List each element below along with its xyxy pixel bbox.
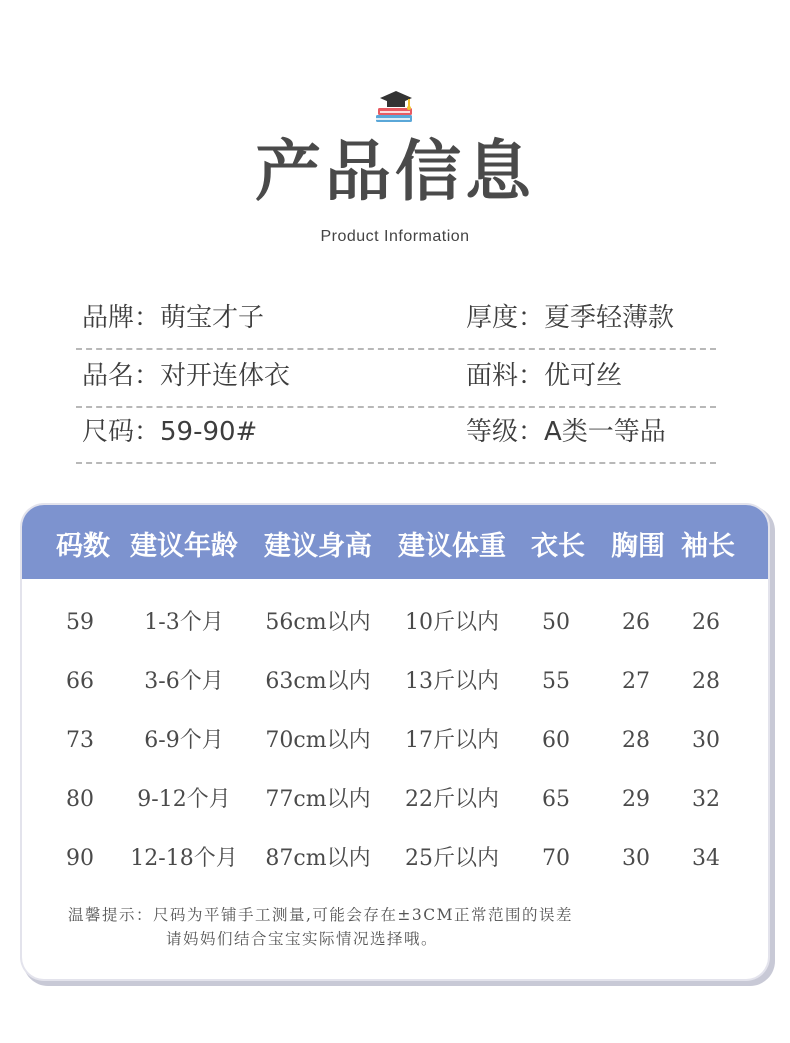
cell-weight: 22斤以内 [405, 787, 499, 812]
cell-height: 63cm以内 [265, 669, 371, 694]
cell-weight: 17斤以内 [405, 728, 499, 753]
info-size: 尺码：59-90# [82, 417, 258, 447]
cell-sleeve: 34 [692, 846, 720, 871]
page-title: 产品信息 [255, 133, 535, 210]
cell-age: 3-6个月 [144, 669, 224, 694]
size-table-header [22, 505, 768, 579]
info-row [76, 406, 716, 464]
cell-height: 77cm以内 [265, 787, 371, 812]
info-brand: 品牌：萌宝才子 [82, 303, 265, 333]
column-header-age: 建议年龄 [130, 531, 238, 562]
cell-length: 65 [542, 787, 570, 812]
cell-size: 90 [66, 846, 94, 871]
cell-length: 50 [542, 610, 570, 635]
cell-chest: 29 [622, 787, 650, 812]
cell-sleeve: 28 [692, 669, 720, 694]
column-header-sleeve: 袖长 [681, 531, 735, 562]
cell-weight: 13斤以内 [405, 669, 499, 694]
cell-sleeve: 30 [692, 728, 720, 753]
page-subtitle: Product Information [320, 228, 470, 245]
cell-size: 66 [66, 669, 94, 694]
cell-chest: 30 [622, 846, 650, 871]
cell-length: 70 [542, 846, 570, 871]
cell-age: 6-9个月 [144, 728, 224, 753]
cell-age: 1-3个月 [144, 610, 224, 635]
column-header-size: 码数 [56, 531, 110, 562]
info-row [76, 350, 716, 408]
cell-weight: 25斤以内 [405, 846, 499, 871]
cell-height: 70cm以内 [265, 728, 371, 753]
column-header-chest: 胸围 [611, 531, 665, 562]
size-note-line2: 请妈妈们结合宝宝实际情况选择哦。 [166, 930, 439, 948]
cell-height: 87cm以内 [265, 846, 371, 871]
info-row [76, 292, 716, 350]
cell-age: 9-12个月 [137, 787, 231, 812]
table-row [22, 780, 768, 820]
size-note-line1: 温馨提示：尺码为平铺手工测量,可能会存在±3CM正常范围的误差 [68, 906, 574, 924]
info-thickness: 厚度：夏季轻薄款 [466, 303, 675, 333]
column-header-weight: 建议体重 [398, 531, 506, 562]
cell-length: 60 [542, 728, 570, 753]
info-grade: 等级：A类一等品 [466, 417, 666, 447]
table-row [22, 603, 768, 643]
cell-size: 73 [66, 728, 94, 753]
info-fabric: 面料：优可丝 [466, 361, 623, 391]
cell-chest: 27 [622, 669, 650, 694]
table-row [22, 839, 768, 879]
cell-weight: 10斤以内 [405, 610, 499, 635]
cell-size: 59 [66, 610, 94, 635]
cell-sleeve: 32 [692, 787, 720, 812]
column-header-height: 建议身高 [264, 531, 372, 562]
info-product-name: 品名：对开连体衣 [82, 361, 291, 391]
cell-height: 56cm以内 [265, 610, 371, 635]
cell-chest: 26 [622, 610, 650, 635]
cell-chest: 28 [622, 728, 650, 753]
size-table-card [22, 505, 768, 979]
table-row [22, 721, 768, 761]
table-row [22, 662, 768, 702]
graduation-cap-books-icon [372, 88, 418, 124]
cell-sleeve: 26 [692, 610, 720, 635]
cell-age: 12-18个月 [130, 846, 238, 871]
cell-length: 55 [542, 669, 570, 694]
cell-size: 80 [66, 787, 94, 812]
column-header-length: 衣长 [531, 531, 585, 562]
